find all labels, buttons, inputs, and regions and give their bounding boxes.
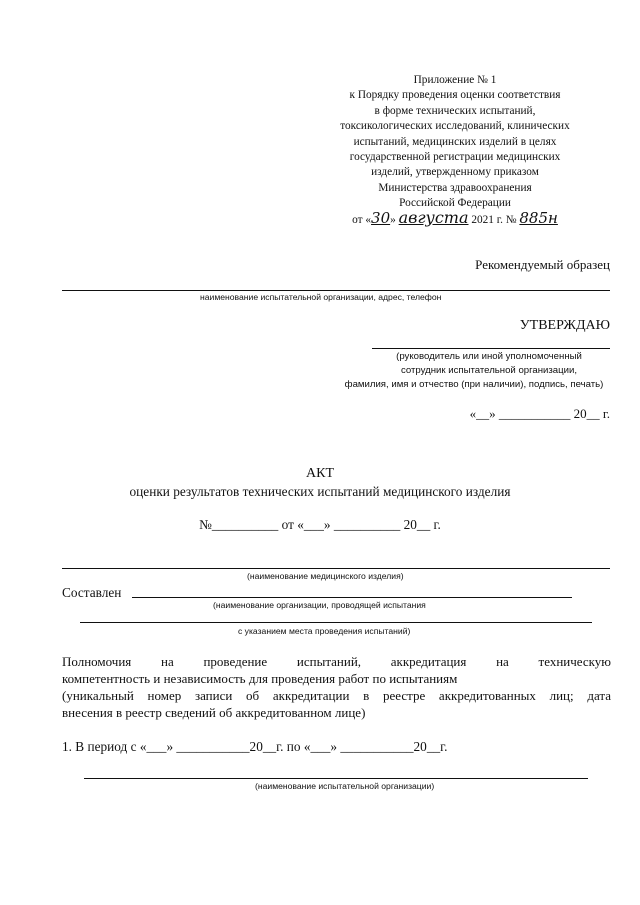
act-number-line: №__________ от «___» __________ 20__ г. [199, 517, 441, 532]
act-subtitle: оценки результатов технических испытаний медицинского изделия [129, 484, 511, 499]
annex-line: Приложение № 1 [413, 74, 497, 86]
approve-signature-caption: (руководитель или иной уполномоченный сотрудник испытательной организации, фамилия, имя и отчество (при наличии), подпись, печать) [344, 351, 604, 390]
lab-caption: (наименование испытательной организации) [255, 781, 435, 791]
annex-line: испытаний, медицинских изделий в целях [353, 135, 557, 148]
annex-line: государственной регистрации медицинских [349, 151, 561, 164]
order-date-line: от «30» августа 2021 г. № 885н [352, 207, 558, 227]
approve-title: УТВЕРЖДАЮ [519, 318, 610, 333]
annex-line: Российской Федерации [399, 197, 511, 210]
order-day-handwritten: 30 [371, 208, 391, 227]
location-underline [80, 622, 592, 623]
device-caption: (наименование медицинского изделия) [247, 571, 404, 581]
approve-date-line: «__» ___________ 20__ г. [469, 406, 610, 421]
compiled-underline [132, 597, 572, 598]
annex-block [300, 73, 610, 228]
annex-line: изделий, утвержденному приказом [371, 166, 539, 179]
org-underline [62, 290, 610, 291]
recommended-sample-label: Рекомендуемый образец [475, 257, 610, 272]
period-line: 1. В период с «___» ___________20__г. по «___» ___________20__г. [62, 739, 448, 754]
annex-line: в форме технических испытаний, [374, 104, 536, 117]
annex-line: к Порядку проведения оценки соответствия [349, 89, 561, 102]
order-number-handwritten: 885н [519, 208, 558, 227]
org-caption: наименование испытательной организации, адрес, телефон [200, 292, 442, 302]
authority-paragraph: Полномочия на проведение испытаний, аккредитация на техническую компетентность и независимость для проведения работ по испытаниям (уникальный номер записи об аккредитации в реестре аккредитованных лиц; дата внесения в реестр сведений об аккредитованном лице) [62, 654, 611, 720]
annex-line: токсикологических исследований, клинических [340, 120, 570, 133]
compiled-label: Составлен [62, 585, 122, 600]
lab-underline [84, 778, 588, 779]
order-month-handwritten: августа [398, 207, 469, 227]
testing-org-caption: (наименование организации, проводящей испытания [213, 600, 426, 610]
annex-line: Министерства здравоохранения [378, 181, 532, 194]
act-title: АКТ [306, 466, 334, 481]
device-underline [62, 568, 610, 569]
approve-signature-line [372, 348, 610, 349]
location-caption: с указанием места проведения испытаний) [238, 626, 411, 636]
